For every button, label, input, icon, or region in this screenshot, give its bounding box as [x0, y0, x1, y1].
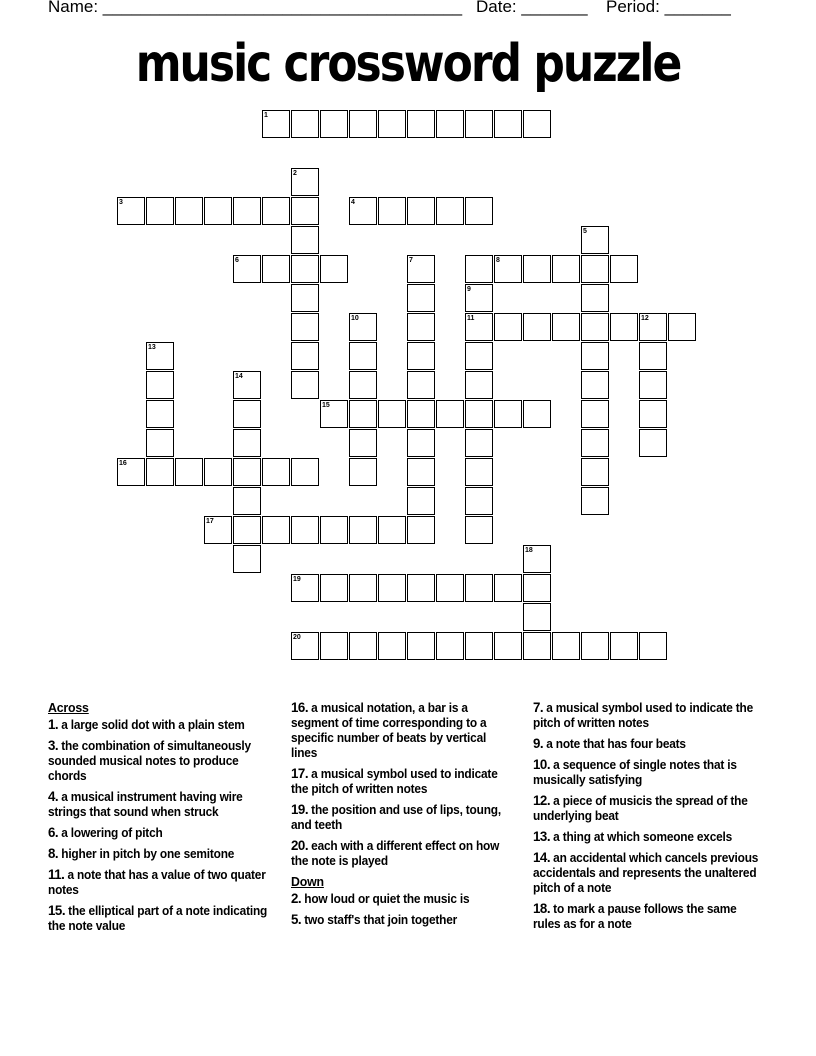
- clue-item: [291, 700, 514, 761]
- grid-cell[interactable]: [349, 632, 377, 660]
- grid-cell[interactable]: [465, 574, 493, 602]
- clue-number: 9.: [533, 735, 544, 751]
- grid-cell[interactable]: [204, 458, 232, 486]
- clue-item: [291, 802, 514, 833]
- clue-number-label: 13: [148, 344, 156, 351]
- clue-text: each with a different effect on how the note is played: [291, 839, 500, 868]
- grid-cell[interactable]: [349, 516, 377, 544]
- grid-cell[interactable]: [523, 313, 551, 341]
- grid-cell[interactable]: [407, 516, 435, 544]
- grid-cell[interactable]: [494, 110, 522, 138]
- grid-cell[interactable]: [465, 400, 493, 428]
- grid-cell[interactable]: [581, 255, 609, 283]
- clue-item: [48, 903, 276, 934]
- grid-cell[interactable]: [465, 632, 493, 660]
- grid-cell[interactable]: [494, 400, 522, 428]
- clue-number: 3.: [48, 737, 59, 753]
- clue-number-label: 6: [235, 257, 239, 264]
- clue-number: 19.: [291, 801, 309, 817]
- grid-cell[interactable]: [610, 313, 638, 341]
- clue-number: 16.: [291, 699, 309, 715]
- clue-number: 15.: [48, 902, 66, 918]
- grid-cell[interactable]: [465, 110, 493, 138]
- grid-cell[interactable]: [175, 197, 203, 225]
- clue-number: 14.: [533, 849, 551, 865]
- clue-number-label: 3: [119, 199, 123, 206]
- grid-cell[interactable]: [378, 400, 406, 428]
- grid-cell[interactable]: [407, 574, 435, 602]
- clue-item: [291, 891, 514, 907]
- grid-cell[interactable]: [349, 110, 377, 138]
- grid-cell[interactable]: [407, 313, 435, 341]
- grid-cell[interactable]: [436, 632, 464, 660]
- clue-text: a sequence of single notes that is musically satisfying: [533, 758, 737, 787]
- grid-cell[interactable]: [320, 110, 348, 138]
- date-field: Date: _______: [476, 0, 588, 16]
- clue-number: 7.: [533, 699, 544, 715]
- grid-cell[interactable]: [291, 110, 319, 138]
- clue-text: an accidental which cancels previous accidentals and represents the unaltered pitch of a note: [533, 851, 759, 895]
- grid-cell[interactable]: [291, 226, 319, 254]
- down-heading: Down: [291, 874, 324, 889]
- grid-cell[interactable]: [146, 429, 174, 457]
- clue-item: [48, 789, 276, 820]
- clue-text: a musical symbol used to indicate the pitch of written notes: [291, 767, 498, 796]
- clue-number: 1.: [48, 716, 59, 732]
- grid-cell[interactable]: [378, 632, 406, 660]
- grid-cell[interactable]: [349, 574, 377, 602]
- grid-cell[interactable]: [262, 516, 290, 544]
- across-heading: Across: [48, 700, 89, 715]
- grid-cell[interactable]: [146, 371, 174, 399]
- grid-cell[interactable]: [581, 284, 609, 312]
- grid-cell[interactable]: [407, 458, 435, 486]
- grid-cell[interactable]: [465, 516, 493, 544]
- grid-cell[interactable]: [436, 197, 464, 225]
- grid-cell[interactable]: [610, 255, 638, 283]
- clue-number-label: 16: [119, 460, 127, 467]
- clue-item: [533, 829, 761, 845]
- clue-number: 20.: [291, 837, 309, 853]
- grid-cell[interactable]: [581, 342, 609, 370]
- clue-text: a musical instrument having wire strings that sound when struck: [48, 790, 243, 819]
- grid-cell[interactable]: [233, 400, 261, 428]
- grid-cell[interactable]: [523, 574, 551, 602]
- clue-item: [48, 846, 276, 862]
- clue-text: a musical symbol used to indicate the pitch of written notes: [533, 701, 754, 730]
- grid-cell[interactable]: [581, 632, 609, 660]
- grid-cell[interactable]: [291, 342, 319, 370]
- clue-text: a note that has four beats: [543, 737, 686, 751]
- grid-cell[interactable]: [552, 313, 580, 341]
- grid-cell[interactable]: [523, 255, 551, 283]
- clue-number-label: 8: [496, 257, 500, 264]
- grid-cell[interactable]: [465, 487, 493, 515]
- clue-item: [48, 867, 276, 898]
- grid-cell[interactable]: [233, 516, 261, 544]
- grid-cell[interactable]: [407, 284, 435, 312]
- grid-cell[interactable]: [233, 458, 261, 486]
- grid-cell[interactable]: [175, 458, 203, 486]
- clue-number-label: 17: [206, 518, 214, 525]
- clue-number-label: 2: [293, 170, 297, 177]
- grid-cell[interactable]: [291, 371, 319, 399]
- clue-text: two staff's that join together: [301, 913, 458, 927]
- clue-item: [533, 850, 761, 896]
- grid-cell[interactable]: [407, 342, 435, 370]
- grid-cell[interactable]: [407, 110, 435, 138]
- grid-cell[interactable]: [262, 197, 290, 225]
- clue-item: [48, 825, 276, 841]
- grid-cell[interactable]: [378, 574, 406, 602]
- clues-column-3: [533, 700, 761, 937]
- clue-number: 6.: [48, 824, 59, 840]
- grid-cell[interactable]: [378, 110, 406, 138]
- grid-cell[interactable]: [523, 603, 551, 631]
- clue-text: the elliptical part of a note indicating the note value: [48, 904, 268, 933]
- period-field: Period: _______: [606, 0, 731, 16]
- grid-cell[interactable]: [146, 197, 174, 225]
- clue-text: a piece of musicis the spread of the underlying beat: [533, 794, 748, 823]
- grid-cell[interactable]: [552, 632, 580, 660]
- clue-text: the combination of simultaneously sounded musical notes to produce chords: [48, 739, 251, 783]
- clue-number-label: 4: [351, 199, 355, 206]
- clue-item: [533, 901, 761, 932]
- clue-number: 17.: [291, 765, 309, 781]
- grid-cell[interactable]: [494, 574, 522, 602]
- clue-number: 13.: [533, 828, 551, 844]
- grid-cell[interactable]: [581, 400, 609, 428]
- grid-cell[interactable]: [291, 197, 319, 225]
- grid-cell[interactable]: [639, 342, 667, 370]
- clues-column-2: [291, 700, 514, 933]
- grid-cell[interactable]: [320, 255, 348, 283]
- grid-cell[interactable]: [407, 632, 435, 660]
- clue-number-label: 12: [641, 315, 649, 322]
- clue-number-label: 10: [351, 315, 359, 322]
- grid-cell[interactable]: [465, 197, 493, 225]
- grid-cell[interactable]: [349, 400, 377, 428]
- grid-cell[interactable]: [639, 400, 667, 428]
- clue-item: [533, 736, 761, 752]
- clue-number-label: 20: [293, 634, 301, 641]
- grid-cell[interactable]: [291, 458, 319, 486]
- clue-item: [48, 738, 276, 784]
- puzzle-title: music crossword puzzle: [135, 34, 681, 95]
- grid-cell[interactable]: [639, 429, 667, 457]
- grid-cell[interactable]: [407, 197, 435, 225]
- grid-cell[interactable]: [407, 429, 435, 457]
- grid-cell[interactable]: [639, 632, 667, 660]
- clue-number-label: 18: [525, 547, 533, 554]
- clue-item: [533, 793, 761, 824]
- clue-item: [291, 838, 514, 869]
- grid-cell[interactable]: [523, 110, 551, 138]
- clue-text: a musical notation, a bar is a segment of time corresponding to a specific number of beats by vertical lines: [291, 701, 487, 760]
- grid-cell[interactable]: [494, 313, 522, 341]
- grid-cell[interactable]: [523, 632, 551, 660]
- grid-cell[interactable]: [610, 632, 638, 660]
- grid-cell[interactable]: [639, 371, 667, 399]
- clue-number: 12.: [533, 792, 551, 808]
- grid-cell[interactable]: [465, 458, 493, 486]
- clue-item: [291, 766, 514, 797]
- grid-cell[interactable]: [465, 255, 493, 283]
- grid-cell[interactable]: [581, 487, 609, 515]
- grid-cell[interactable]: [291, 255, 319, 283]
- clue-number: 8.: [48, 845, 59, 861]
- clue-text: to mark a pause follows the same rules as for a note: [533, 902, 737, 931]
- grid-cell[interactable]: [494, 632, 522, 660]
- grid-cell[interactable]: [465, 342, 493, 370]
- grid-cell[interactable]: [146, 458, 174, 486]
- clue-number-label: 1: [264, 112, 268, 119]
- grid-cell[interactable]: [668, 313, 696, 341]
- clue-item: [533, 757, 761, 788]
- clue-number: 10.: [533, 756, 551, 772]
- grid-cell[interactable]: [552, 255, 580, 283]
- clue-number-label: 9: [467, 286, 471, 293]
- grid-cell[interactable]: [233, 429, 261, 457]
- grid-cell[interactable]: [436, 574, 464, 602]
- grid-cell[interactable]: [320, 516, 348, 544]
- clue-text: higher in pitch by one semitone: [58, 847, 235, 861]
- grid-cell[interactable]: [523, 400, 551, 428]
- grid-cell[interactable]: [349, 458, 377, 486]
- clue-number-label: 14: [235, 373, 243, 380]
- grid-cell[interactable]: [581, 429, 609, 457]
- clue-number-label: 19: [293, 576, 301, 583]
- grid-cell[interactable]: [233, 545, 261, 573]
- clue-number: 5.: [291, 911, 302, 927]
- grid-cell[interactable]: [378, 516, 406, 544]
- clue-item: [48, 717, 276, 733]
- grid-cell[interactable]: [262, 458, 290, 486]
- grid-cell[interactable]: [465, 371, 493, 399]
- grid-cell[interactable]: [581, 313, 609, 341]
- clue-number-label: 15: [322, 402, 330, 409]
- clue-text: how loud or quiet the music is: [301, 892, 470, 906]
- clue-text: a large solid dot with a plain stem: [58, 718, 245, 732]
- grid-cell[interactable]: [349, 429, 377, 457]
- grid-cell[interactable]: [320, 632, 348, 660]
- grid-cell[interactable]: [262, 255, 290, 283]
- grid-cell[interactable]: [349, 342, 377, 370]
- clue-item: [533, 700, 761, 731]
- grid-cell[interactable]: [291, 284, 319, 312]
- name-field: Name: ______________________________________: [48, 0, 463, 16]
- clue-text: a thing at which someone excels: [550, 830, 733, 844]
- grid-cell[interactable]: [436, 400, 464, 428]
- clue-number: 11.: [48, 866, 65, 882]
- grid-cell[interactable]: [320, 574, 348, 602]
- clue-number-label: 7: [409, 257, 413, 264]
- clue-text: a note that has a value of two quater notes: [48, 868, 266, 897]
- grid-cell[interactable]: [407, 487, 435, 515]
- grid-cell[interactable]: [233, 487, 261, 515]
- grid-cell[interactable]: [407, 371, 435, 399]
- grid-cell[interactable]: [204, 197, 232, 225]
- grid-cell[interactable]: [407, 400, 435, 428]
- clue-number-label: 5: [583, 228, 587, 235]
- clue-number-label: 11: [467, 315, 475, 322]
- grid-cell[interactable]: [349, 371, 377, 399]
- clues-column-1: [48, 700, 276, 939]
- grid-cell[interactable]: [291, 516, 319, 544]
- grid-cell[interactable]: [581, 458, 609, 486]
- grid-cell[interactable]: [146, 400, 174, 428]
- grid-cell[interactable]: [581, 371, 609, 399]
- grid-cell[interactable]: [465, 429, 493, 457]
- clue-number: 18.: [533, 900, 551, 916]
- clue-number: 2.: [291, 890, 302, 906]
- grid-cell[interactable]: [436, 110, 464, 138]
- grid-cell[interactable]: [233, 197, 261, 225]
- clue-text: the position and use of lips, toung, and teeth: [291, 803, 501, 832]
- clue-item: [291, 912, 514, 928]
- grid-cell[interactable]: [291, 313, 319, 341]
- clue-number: 4.: [48, 788, 59, 804]
- grid-cell[interactable]: [378, 197, 406, 225]
- clue-text: a lowering of pitch: [58, 826, 163, 840]
